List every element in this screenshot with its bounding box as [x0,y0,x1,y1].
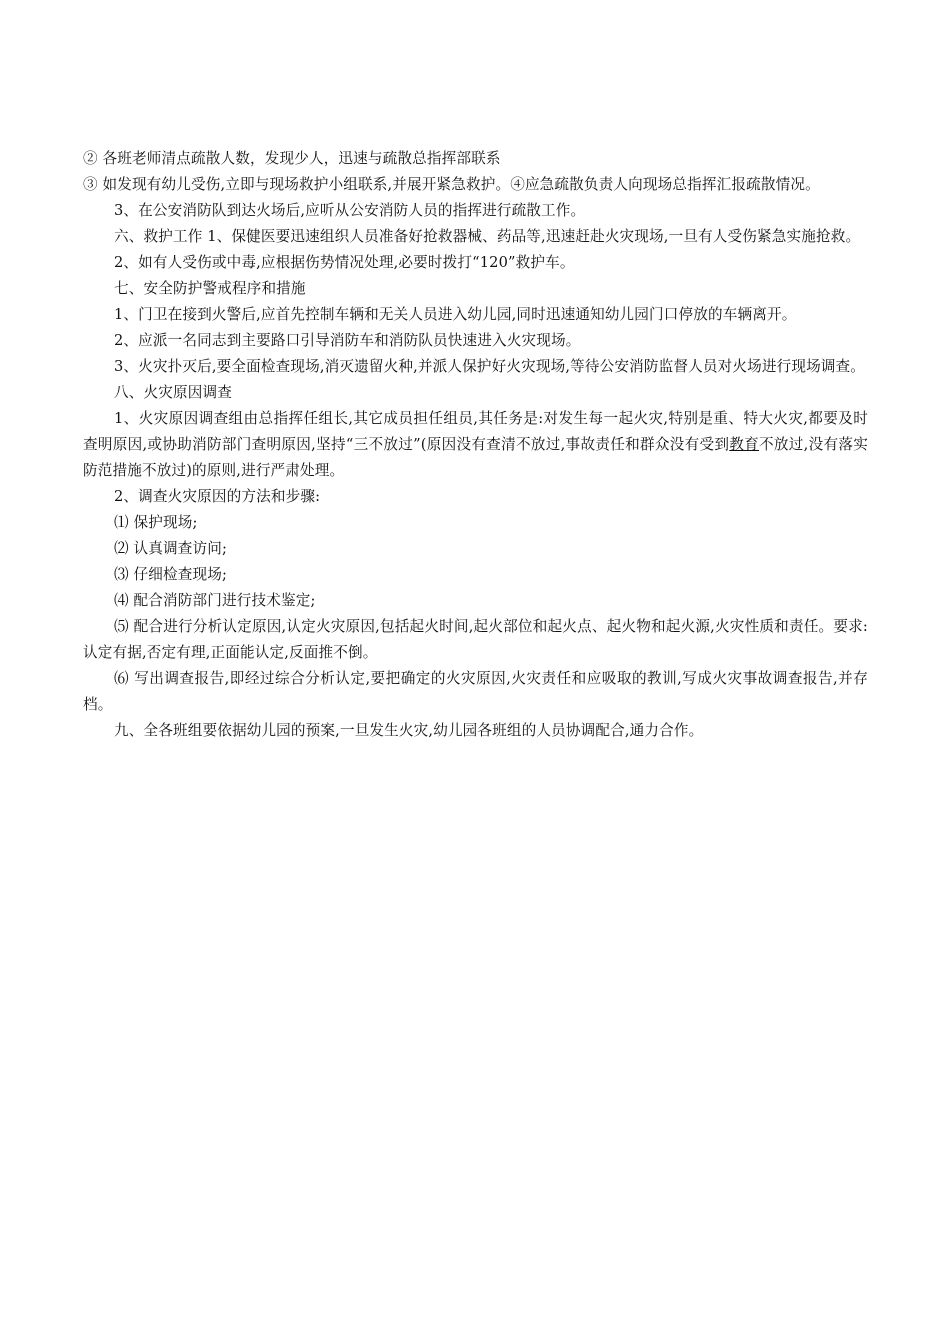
paragraph-call-120: 2、如有人受伤或中毒,应根据伤势情况处理,必要时拨打“120”救护车。 [114,254,575,271]
paragraph-section-nine: 九、全各班组要依据幼儿园的预案,一旦发生火灾,幼儿园各班组的人员协调配合,通力合作。 [114,722,704,739]
list-item-interview: ⑵ 认真调查访问; [114,540,228,557]
paragraph-section-six-rescue: 六、救护工作 1、保健医要迅速组织人员准备好抢救器械、药品等,迅速赶赴火灾现场,一旦有人受伤紧急实施抢救。 [114,228,861,245]
list-item-inspect-scene: ⑶ 仔细检查现场; [114,566,228,583]
list-item-analysis: ⑸ 配合进行分析认定原因,认定火灾原因,包括起火时间,起火部位和起火点、起火物和起火源,火灾性质和责任。要求:认定有据,否定有理,正面能认定,反面推不倒。 [83,618,868,661]
paragraph-post-fire-inspection: 3、火灾扑灭后,要全面检查现场,消灭遗留火种,并派人保护好火灾现场,等待公安消防监督人员对火场进行现场调查。 [114,358,866,375]
paragraph-injury-rescue: ③ 如发现有幼儿受伤,立即与现场救护小组联系,并展开紧急救护。④应急疏散负责人向现场总指挥汇报疏散情况。 [83,176,820,193]
paragraph-investigation-team [83,406,868,484]
paragraph-gate-guard: 1、门卫在接到火警后,应首先控制车辆和无关人员进入幼儿园,同时迅速通知幼儿园门口停放的车辆离开。 [114,306,797,323]
document-body [83,146,868,744]
list-item-technical-appraisal: ⑷ 配合消防部门进行技术鉴定; [114,592,316,609]
heading-section-seven: 七、安全防护警戒程序和措施 [114,280,306,297]
list-item-protect-scene: ⑴ 保护现场; [114,514,198,531]
paragraph-obey-firefighters: 3、在公安消防队到达火场后,应听从公安消防人员的指挥进行疏散工作。 [114,202,586,219]
investigation-text-part1: 1、火灾原因调查组由总指挥任组长,其它成员担任组员,其任务是:对发生每一起火灾,特别是重、特大火灾,都要及时查明原因,或协助消防部门查明原因,坚持“三不放过”(原因没有查清不放过,事故责任和群众没有受到 [83,410,868,453]
list-item-report: ⑹ 写出调查报告,即经过综合分析认定,要把确定的火灾原因,火灾责任和应吸取的教训,写成火灾事故调查报告,并存档。 [83,670,868,713]
paragraph-investigation-steps: 2、调查火灾原因的方法和步骤: [114,488,321,505]
heading-section-eight: 八、火灾原因调查 [114,384,232,401]
paragraph-guide-fire-truck: 2、应派一名同志到主要路口引导消防车和消防队员快速进入火灾现场。 [114,332,581,349]
paragraph-count-check: ② 各班老师清点疏散人数，发现少人，迅速与疏散总指挥部联系 [83,150,501,167]
investigation-text-part2: 不放过,没有落实防范措施不放过)的原则,进行严肃处理。 [83,436,868,479]
underlined-link-education: 教育 [729,436,760,453]
